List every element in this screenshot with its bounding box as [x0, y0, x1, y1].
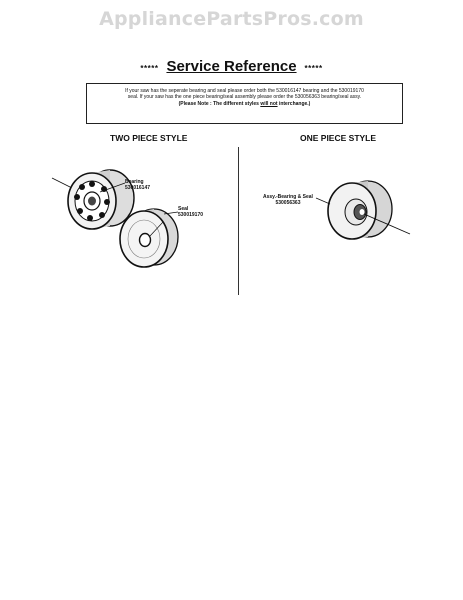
assembly-bore [360, 209, 365, 215]
seal-part-number: 530019170 [178, 212, 204, 218]
bearing-shaft-left [52, 178, 72, 188]
seal-label [178, 206, 203, 218]
page-title: Service Reference [166, 58, 297, 75]
assembly-name: Assy.-Bearing & Seal [263, 194, 313, 200]
notice-line-1: If your saw has the seperate bearing and seal please order both the 530016147 bearing and the 530019170 [125, 88, 364, 94]
column-divider [238, 147, 239, 295]
assembly-label [263, 194, 313, 206]
stars-left: ***** [140, 64, 159, 73]
stars-right: ***** [304, 64, 323, 73]
bearing-name: Bearing [125, 179, 144, 185]
title-row [0, 58, 463, 75]
bearing-bore-hole [88, 197, 96, 206]
notice-note-prefix: (Please Note : The different styles [178, 100, 261, 107]
notice-box [86, 83, 403, 124]
notice-line-2: seal. If your saw has the one piece bearing/seal assembly please order the 530056363 bearing/seal assy. [127, 94, 362, 101]
seal-bore [140, 234, 151, 247]
one-piece-heading: ONE PIECE STYLE [300, 133, 377, 143]
bearing-label [125, 179, 150, 191]
notice-note-emphasis: will not [260, 100, 278, 107]
assembly-part-number: 530056363 [275, 200, 301, 206]
assembly-leader-line [316, 198, 330, 204]
notice-line-3 [93, 101, 396, 107]
notice-note-suffix: interchange.) [277, 100, 311, 107]
assembly-illustration [318, 172, 418, 252]
bearing-part-number: 530016147 [125, 185, 151, 191]
two-piece-heading: TWO PIECE STYLE [110, 133, 188, 143]
seal-name: Seal [178, 206, 189, 212]
watermark: AppliancePartsPros.com [99, 8, 364, 30]
